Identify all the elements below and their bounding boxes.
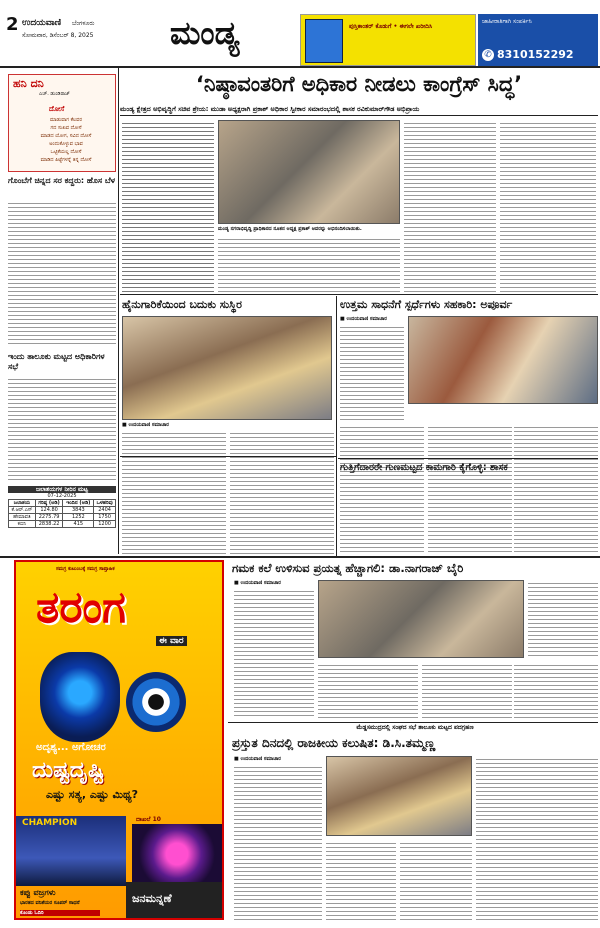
poem-line: ಒಟ್ಟಿಕೆಯಲ್ಲ ದೋಸೆ <box>50 149 82 155</box>
table-cell: 124.80 <box>35 507 63 514</box>
competition-story-body-3 <box>428 424 512 554</box>
gamaka-story-photo <box>318 580 524 658</box>
tamanna-byline: ■ ಉದಯವಾಣಿ ಸಮಾಚಾರ <box>234 756 281 762</box>
taluk-meeting-headline: ಇಂದು ತಾಲೂಕು ಮಟ್ಟದ ಅಧಿಕಾರಿಗಳ ಸಭೆ <box>8 352 105 371</box>
section-rule <box>338 458 598 459</box>
dairy-story-byline: ■ ಉದಯವಾಣಿ ಸಮಾಚಾರ <box>122 422 169 428</box>
column-brand: ಹನಿ ದನಿ <box>13 77 44 90</box>
section-rule <box>120 294 598 295</box>
evil-eye-icon <box>126 672 186 732</box>
tamanna-story-body-4 <box>476 756 598 920</box>
competition-story-photo <box>408 316 598 404</box>
competition-story-body <box>340 324 404 420</box>
tarang-ad[interactable] <box>14 560 224 920</box>
main-headline: ‘ನಿಷ್ಠಾವಂತರಿಗೆ ಅಧಿಕಾರ ನೀಡಲು ಕಾಂಗ್ರೆಸ್ ಸಿದ್ಧ’ <box>195 72 523 96</box>
gamaka-story-body-3 <box>318 662 418 718</box>
section-rule <box>228 722 598 723</box>
main-story-body <box>122 120 214 292</box>
poem-line: ಮಾಡದ ಯೋಗ, ಸವಿದ ದೋಸೆ <box>40 133 92 139</box>
district-title: ಮಂಡ್ಯ <box>170 14 240 52</box>
ad-cta[interactable]: ಕೊಂಡು ಓದಿರಿ <box>20 910 100 916</box>
tamanna-story-body <box>234 764 322 920</box>
table-header-row <box>9 500 116 507</box>
table-header: ಇಂದಿನ (ಅಡಿ) <box>63 500 94 507</box>
tamanna-story-photo <box>326 756 472 836</box>
competition-byline: ■ ಉದಯವಾಣಿ ಸಮಾಚಾರ <box>340 316 387 322</box>
gamaka-byline: ■ ಉದಯವಾಣಿ ಸಮಾಚಾರ <box>234 580 281 586</box>
gamaka-story-body-4 <box>422 662 512 718</box>
contractor-story-headline: ಗುತ್ತಿಗೆದಾರರೇ ಗುಣಮಟ್ಟದ ಕಾಮಗಾರಿ ಕೈಗೊಳ್ಳಿ: ಶಾಸಕ <box>340 462 508 473</box>
table-cell: 415 <box>63 521 94 528</box>
demon-face-image <box>40 652 120 742</box>
main-story-body-4 <box>500 120 596 292</box>
main-story-photo <box>218 120 400 224</box>
ad-title: ದುಷ್ಟದೃಷ್ಟಿ <box>32 758 105 783</box>
cover-text: ಜನಮನ್ನಣೆ <box>132 892 172 905</box>
column-author: ಎಚ್. ಡುಂಡಿರಾಜ್ <box>39 91 70 97</box>
ad-brand-sub: ಈ ವಾರ <box>156 636 187 646</box>
reservoir-table <box>8 486 116 550</box>
table-cell: 1252 <box>63 514 94 521</box>
tamanna-story-headline: ಪ್ರಸ್ತುತ ದಿನದಲ್ಲಿ ರಾಜಕೀಯ ಕಲುಷಿತ: ಡಿ.ಸಿ.ತಮ್ಮಣ್ಣ <box>232 736 436 750</box>
main-photo-caption: ಮಂಡ್ಯ ನಗರಾಭಿವೃದ್ಧಿ ಪ್ರಾಧಿಕಾರದ ನೂತನ ಅಧ್ಯಕ್ಷ ಪ್ರಕಾಶ್ ಅವರನ್ನು ಅಭಿನಂದಿಸಲಾಯಿತು. <box>218 226 362 232</box>
team-text: ಕಪ್ಪು ವಜ್ರಗಳು <box>20 888 56 897</box>
table-cell: 3843 <box>63 507 94 514</box>
top-ad-text: ಪುಸ್ತಿಕಾಂತರ್ ಕೊಡುಗೆ • ಈಗಲೇ ಖರೀದಿಸಿ <box>349 23 433 30</box>
main-deck: ಮಂಡ್ಯ ಕ್ಷೇತ್ರದ ಅಭಿವೃದ್ಧಿಗೆ ಸಚಿವ ಶ್ರೇಯ: ಮುಡಾ ಅಧ್ಯಕ್ಷರಾಗಿ ಪ್ರಕಾಶ್ ಅಧಿಕಾರ ಸ್ವೀಕಾರ ಸಮಾರಂಭದಲ್ಲಿ ಶಾಸಕ ರವಿಕುಮಾರ್‌ಗೌಡ ಅಭಿಪ್ರಾಯ <box>120 102 598 116</box>
gold-theft-body <box>8 200 116 346</box>
gamaka-story-headline: ಗಮಕ ಕಲೆ ಉಳಿಸುವ ಪ್ರಯತ್ನ ಹೆಚ್ಚಾಗಲಿ: ಡಾ.ನಾಗರಾಜ್ ಬೈರಿ <box>232 561 464 575</box>
tamanna-story-body-2 <box>326 840 396 920</box>
honey-dani-box <box>8 74 116 172</box>
gamaka-story-body-2 <box>528 580 598 656</box>
table-title: ಜಲಾಶಯಗಳ ನೀರಿನ ಮಟ್ಟ <box>8 486 116 493</box>
gamaka-story-body <box>234 588 314 718</box>
classified-ad-text: ಜಾಹೀರಾತಿಗಾಗಿ ಸಂಪರ್ಕಿಸಿ <box>482 18 532 25</box>
poem-title: ದೋಸೆ <box>49 105 65 113</box>
dairy-story-photo <box>122 316 332 420</box>
poem-line: ಗದ ಸುಖವ ದೋಸೆ <box>50 125 82 131</box>
ad-phone-number: 8310152292 <box>497 48 574 61</box>
ferris-wheel-image <box>132 824 222 884</box>
gamaka-story-body-5 <box>514 662 598 718</box>
top-ad-banner[interactable] <box>300 14 476 66</box>
masthead <box>0 0 600 66</box>
team-subtext: ಭಾರತದ ವನಿತೆಯರ ಸೂಪರ್ ಸಾಧನೆ <box>20 900 80 906</box>
table-cell: 2404 <box>94 507 116 514</box>
dateline: ಸೋಮವಾರ, ಡಿಸೆಂಬರ್ 8, 2025 <box>22 32 94 39</box>
competition-story-body-4 <box>514 424 598 554</box>
table-date: 07-12-2025 <box>47 493 77 499</box>
table-cell: 1200 <box>94 521 116 528</box>
ad-subtitle: ಅದೃಶ್ಯ... ಅಗೋಚರ <box>36 742 106 753</box>
champion-label: CHAMPION <box>22 818 78 828</box>
cover-photo <box>126 882 224 920</box>
table-header: ಒಳಹರಿವು <box>94 500 116 507</box>
page-number: 2 <box>6 14 19 35</box>
table-cell: 1750 <box>94 514 116 521</box>
gold-theft-headline: ಗೊಂಬೆಗೆ ಚಿನ್ನದ ಸರ ಕದ್ದರು: ಹೊಸ ಬೆಳ <box>8 176 116 185</box>
tamanna-kicker: ಮೆಡ್ಡಸಮುದ್ರದಲ್ಲಿ ಸಂಘದ ಸಭೆ ತಾಲೂಕು ಮಟ್ಟದ ಪದಗ್ರಹಣ <box>356 724 474 731</box>
section-rule <box>120 456 336 457</box>
tamanna-story-body-3 <box>400 840 472 920</box>
table-cell: ಕೆ.ಆರ್.ಎಸ್ <box>9 507 36 514</box>
poem-line: ಮಾಡಿದ ಪಿಟ್ಟೆಗಳನ್ನೆ ತಿನ್ನ ದೋಸೆ <box>40 157 92 163</box>
table-header: ಜಲಾಶಯ <box>9 500 36 507</box>
dairy-story-body-2 <box>230 430 334 554</box>
column-divider <box>336 296 337 556</box>
table-cell: ಕಬಿನಿ <box>9 521 36 528</box>
table-row <box>9 521 116 528</box>
phone-icon: ✆ <box>482 49 494 61</box>
ad-tagline: ಸಮಗ್ರ ಕುಟುಂಬಕ್ಕೆ ಸಮಗ್ರ ಸಾಪ್ತಾಹಿಕ <box>56 566 115 572</box>
classified-ad-banner[interactable] <box>478 14 598 66</box>
paper-name: ಉದಯವಾಣಿ <box>22 18 62 28</box>
table-cell: ಹೇಮಾವತಿ <box>9 514 36 521</box>
main-story-body-3 <box>404 120 496 292</box>
poem-line: ಅಂದುಕೊಳ್ಳುವ ಭಾವ <box>49 141 83 147</box>
ad-question: ಎಷ್ಟು ಸತ್ಯ, ಎಷ್ಟು ಮಿಥ್ಯ? <box>46 788 139 801</box>
poem-line: ಮಾಡುವಾಗ ಕೆಲವರ <box>50 117 82 123</box>
competition-story-headline: ಉತ್ತಮ ಸಾಧನೆಗೆ ಸ್ಪರ್ಧೆಗಳು ಸಹಕಾರಿ: ಅಪೂರ್ವ <box>340 298 513 311</box>
issue-tag: ದಾಖಲೆ 10 <box>136 816 161 823</box>
dairy-story-headline: ಹೈನುಗಾರಿಕೆಯಿಂದ ಬದುಕು ಸುಸ್ಥಿರ <box>122 298 242 311</box>
table-row <box>9 507 116 514</box>
competition-story-body-2 <box>340 424 424 554</box>
table-header: ಗರಿಷ್ಠ (ಅಡಿ) <box>35 500 63 507</box>
dairy-story-body <box>122 430 226 554</box>
column-divider <box>118 68 119 554</box>
main-story-body-2 <box>218 236 400 292</box>
table-cell: 2838.22 <box>35 521 63 528</box>
edition-label: ಬೆಂಗಳೂರು <box>72 20 95 27</box>
team-photo <box>16 816 126 886</box>
reservoir-data-table <box>8 499 116 528</box>
table-row <box>9 514 116 521</box>
ad-brand-logo: ತರಂಗ <box>36 582 126 633</box>
table-cell: 2275.79 <box>35 514 63 521</box>
taluk-meeting-body <box>8 376 116 480</box>
phone-image-icon <box>305 19 343 63</box>
